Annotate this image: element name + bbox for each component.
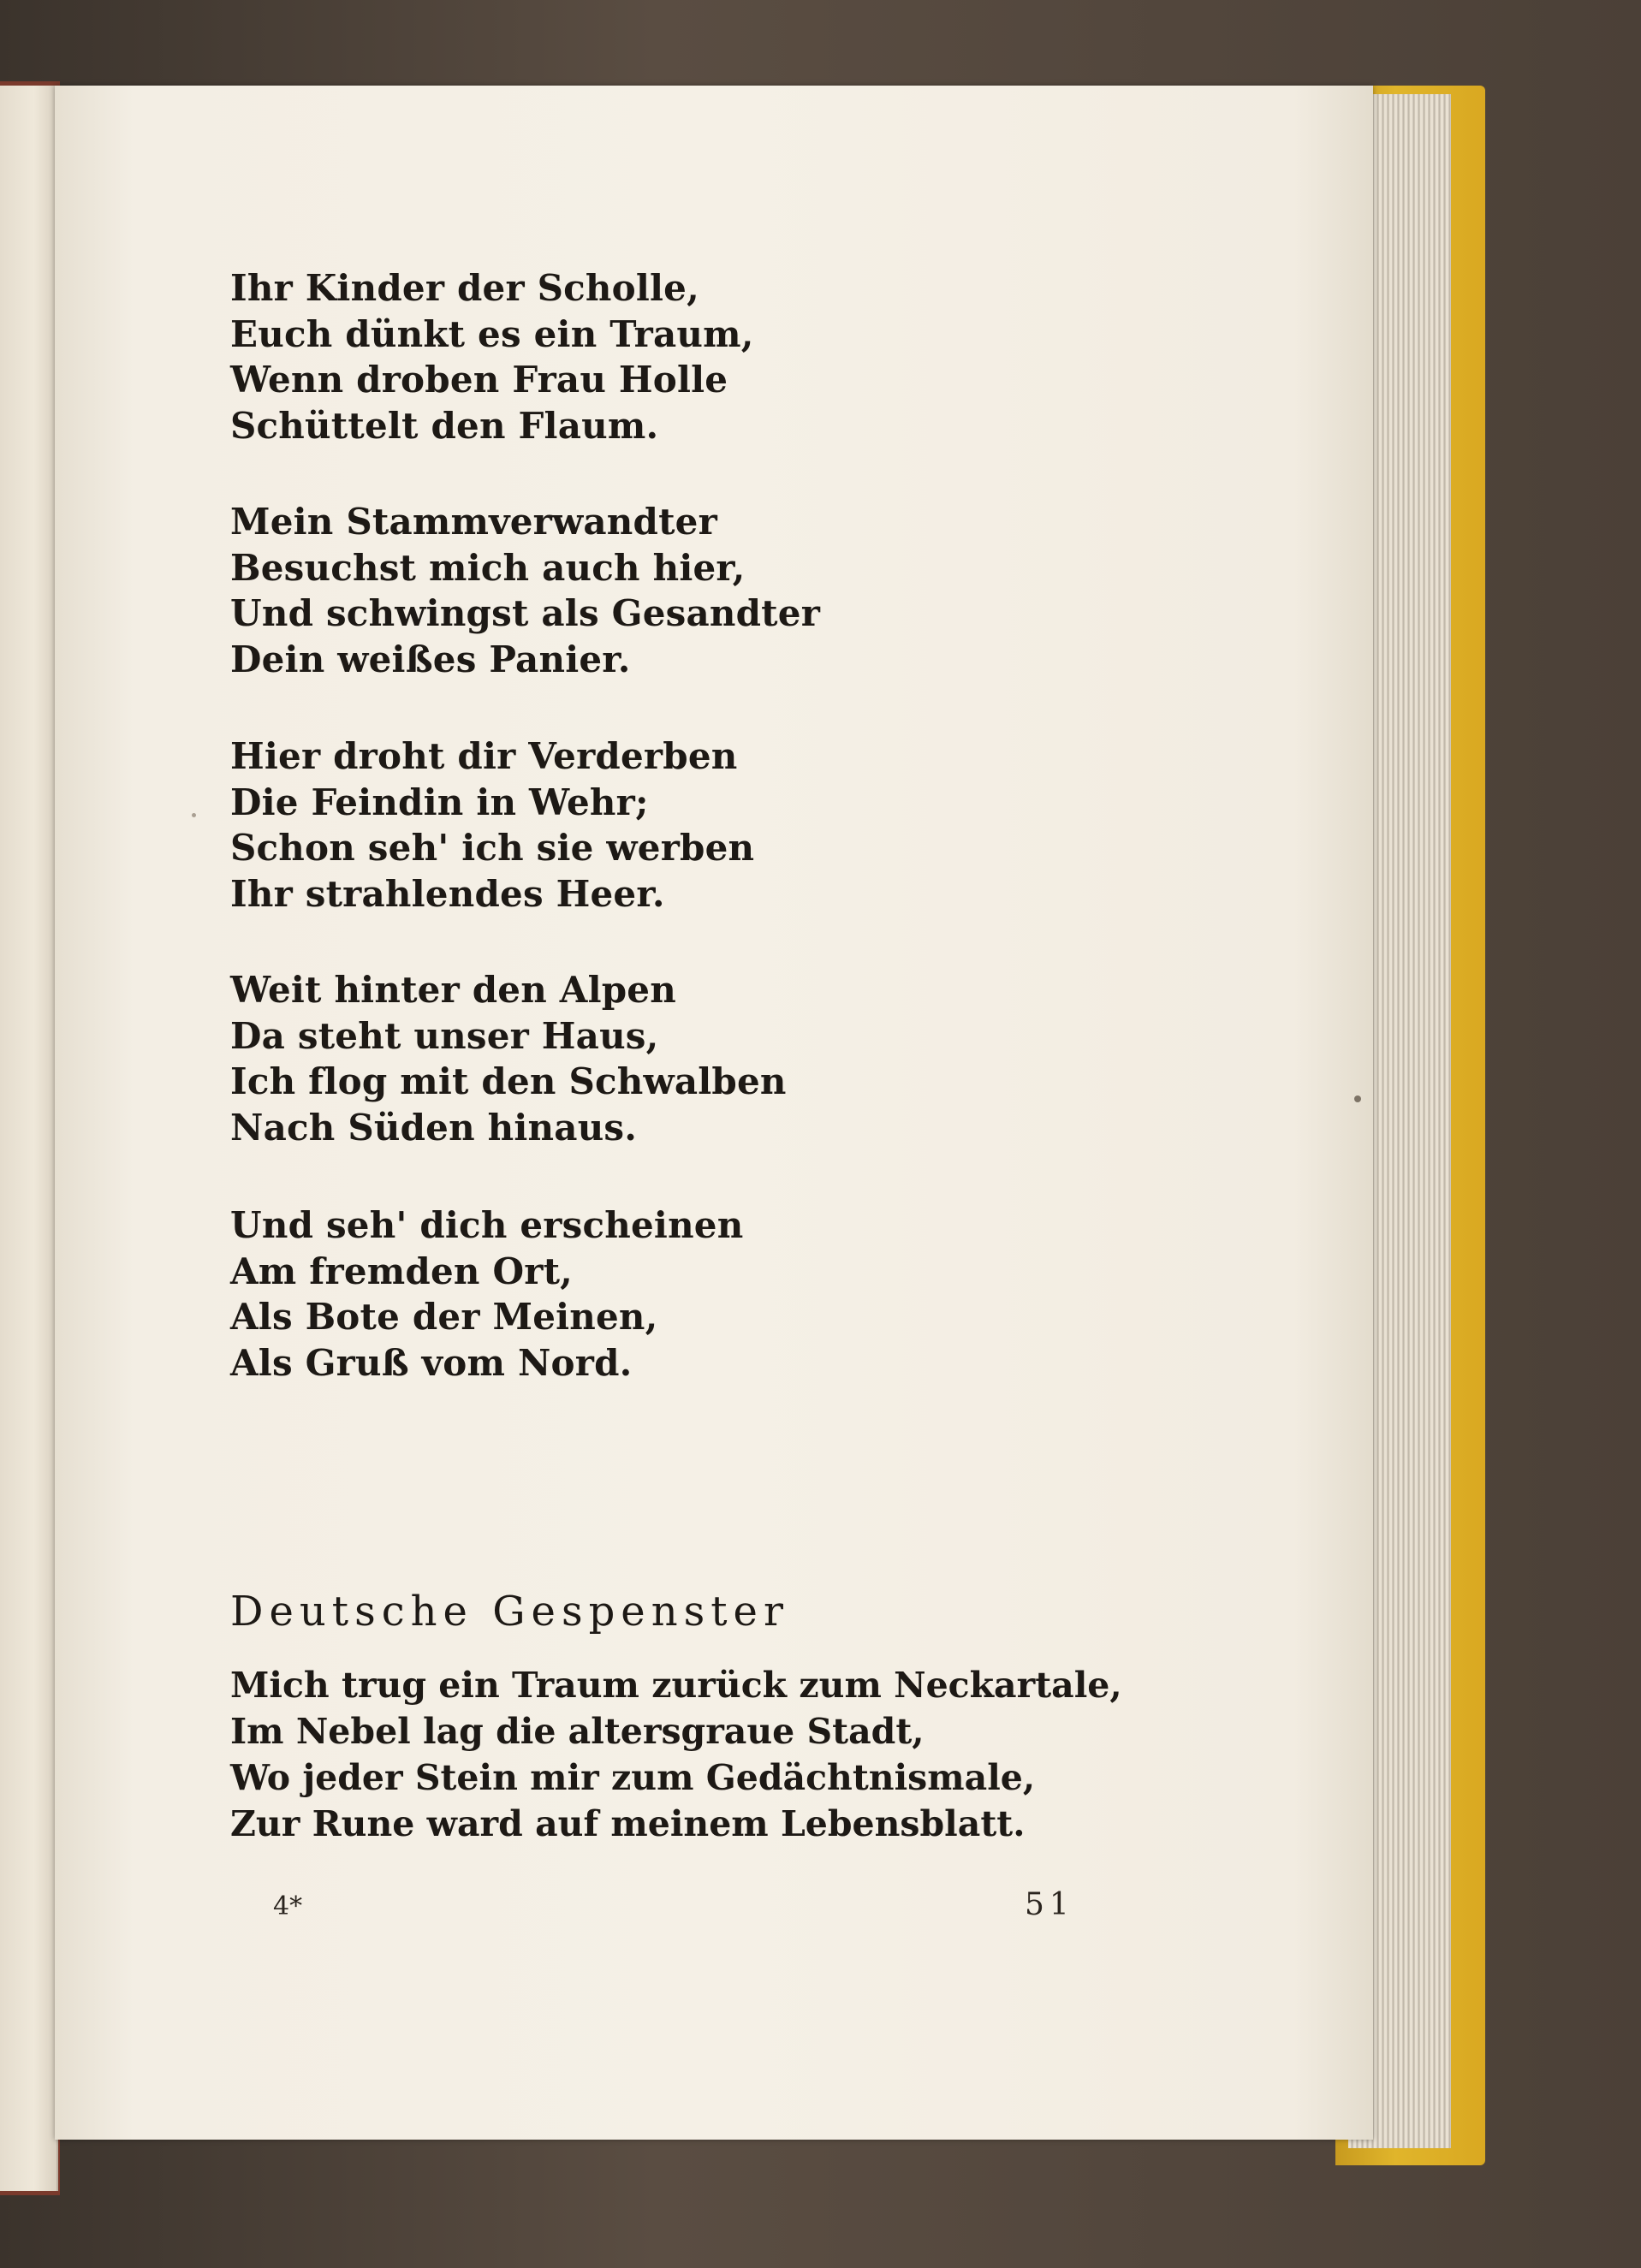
verse-line: Ihr Kinder der Scholle, (230, 267, 699, 309)
verse-line: Die Feindin in Wehr; (230, 781, 649, 823)
stanza-4 (230, 967, 787, 1150)
verse-line: Ihr strahlendes Heer. (230, 872, 665, 915)
section-title: Deutsche Gespenster (230, 1588, 789, 1636)
stanza-5 (230, 1202, 743, 1386)
verse-line: Schon seh' ich sie werben (230, 827, 755, 869)
previous-page-edge (0, 86, 58, 2191)
book-page (55, 86, 1373, 2140)
stanza-2 (230, 499, 820, 682)
paper-speck (1354, 1095, 1361, 1102)
verse-line: Zur Rune ward auf meinem Lebensblatt. (230, 1803, 1026, 1844)
page-number: 51 (1025, 1887, 1074, 1922)
verse-line: Schüttelt den Flaum. (230, 404, 659, 447)
verse-line: Nach Süden hinaus. (230, 1106, 638, 1149)
verse-line: Dein weißes Panier. (230, 638, 631, 680)
verse-line: Und seh' dich erscheinen (230, 1204, 744, 1246)
verse-line: Als Bote der Meinen, (230, 1296, 658, 1338)
poem-opening (230, 1662, 1122, 1847)
signature-mark: 4* (273, 1891, 303, 1921)
verse-line: Ich flog mit den Schwalben (230, 1060, 787, 1102)
stanza-1 (230, 265, 754, 448)
verse-line: Besuchst mich auch hier, (230, 546, 746, 589)
verse-line: Am fremden Ort, (230, 1250, 573, 1292)
verse-line: Mein Stammverwandter (230, 501, 717, 543)
verse-line: Und schwingst als Gesandter (230, 592, 821, 634)
verse-line: Da steht unser Haus, (230, 1014, 659, 1057)
stanza-3 (230, 733, 754, 917)
verse-line: Euch dünkt es ein Traum, (230, 312, 754, 355)
verse-line: Hier droht dir Verderben (230, 735, 738, 777)
verse-line: Weit hinter den Alpen (230, 969, 676, 1011)
paper-speck (192, 813, 196, 817)
verse-line: Wo jeder Stein mir zum Gedächtnismale, (230, 1757, 1036, 1798)
verse-line: Als Gruß vom Nord. (230, 1341, 633, 1384)
verse-line: Wenn droben Frau Holle (230, 359, 728, 401)
verse-line: Mich trug ein Traum zurück zum Neckartale, (230, 1665, 1122, 1706)
verse-line: Im Nebel lag die altersgraue Stadt, (230, 1711, 925, 1752)
